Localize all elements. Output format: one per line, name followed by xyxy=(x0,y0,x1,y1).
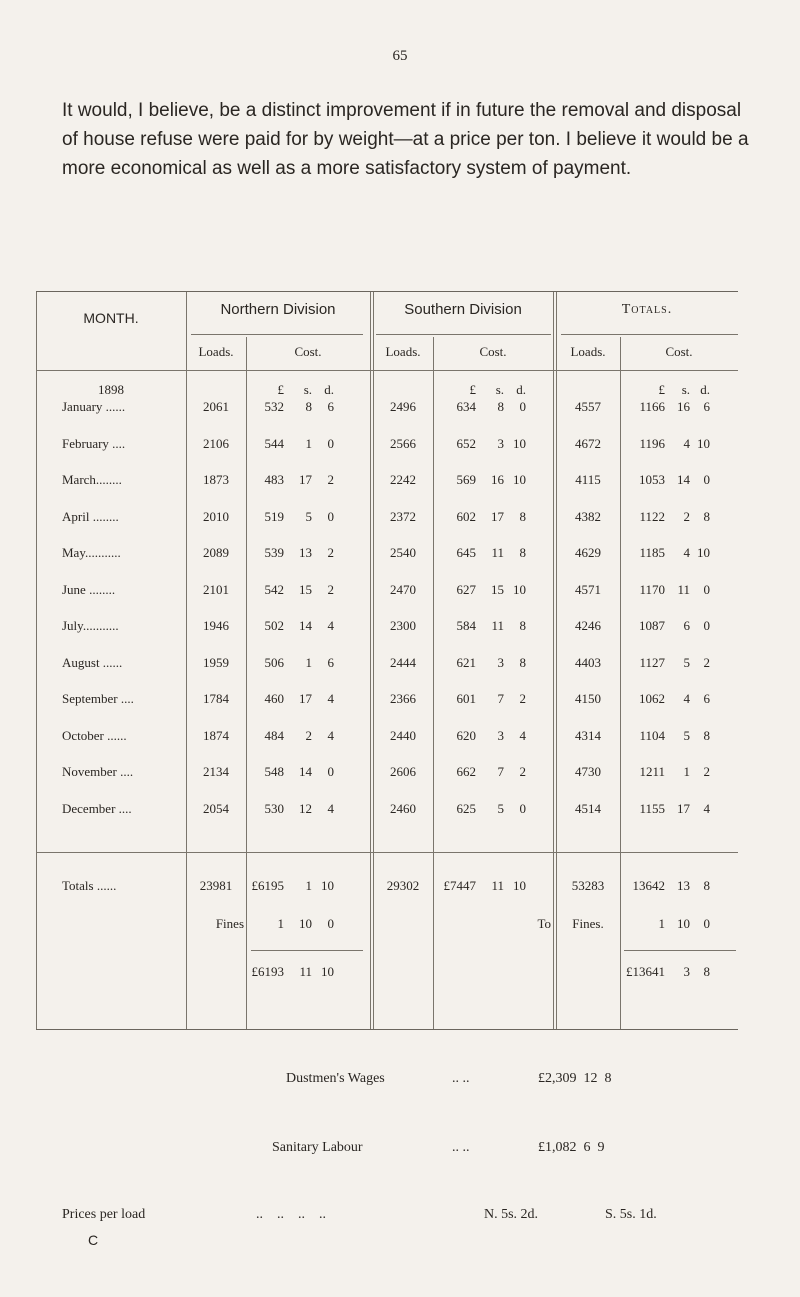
totals-loads: 4115 xyxy=(575,472,601,487)
southern-cost: 652 xyxy=(456,435,476,451)
northern-cost: 4 xyxy=(327,727,334,743)
totals-net: 8 xyxy=(703,964,710,979)
wages-value: £2,309 12 8 xyxy=(538,1071,612,1086)
southern-loads-total: 29302 xyxy=(386,878,420,893)
southern-cost: 7 xyxy=(497,691,504,706)
northern-cost: 2 xyxy=(305,727,312,743)
southern-cost: 8 xyxy=(519,618,526,633)
lsd-unit: s. xyxy=(303,382,312,397)
totals-cost: 8 xyxy=(703,727,710,743)
totals-cost: 0 xyxy=(703,618,710,633)
southern-cost: 645 xyxy=(456,545,476,560)
totals-cost: 1166 xyxy=(639,399,665,414)
northern-cost: 484 xyxy=(264,727,284,743)
northern-cost: 14 xyxy=(299,764,312,779)
year-label: 1898 xyxy=(98,382,124,397)
month-label: December .... xyxy=(62,800,132,816)
southern-cost: 601 xyxy=(456,691,476,706)
northern-cost: 12 xyxy=(299,800,312,816)
sanitary-dots: .. .. xyxy=(452,1140,470,1155)
totals-cost: 4 xyxy=(683,435,690,451)
totals-loads-header: Loads. xyxy=(570,344,606,359)
southern-cost-total: 10 xyxy=(513,878,526,893)
totals-cost: 4 xyxy=(683,545,690,560)
northern-cost: 530 xyxy=(264,800,284,816)
signature-mark: C xyxy=(88,1232,99,1248)
prices-dots: .. .. .. .. xyxy=(256,1207,326,1222)
totals-cost: 16 xyxy=(677,399,690,414)
southern-cost: 8 xyxy=(497,399,504,414)
southern-loads: 2460 xyxy=(390,800,416,816)
month-label: January ...... xyxy=(62,399,126,414)
southern-cost: 8 xyxy=(519,654,526,670)
northern-fines-label: Fines xyxy=(215,916,244,931)
totals-cost: 2 xyxy=(703,654,710,670)
southern-cost: 10 xyxy=(513,435,526,451)
totals-loads-total: 53283 xyxy=(571,878,605,893)
southern-fines-label: To xyxy=(537,916,551,931)
northern-cost: 2 xyxy=(327,545,334,560)
southern-loads-header: Loads. xyxy=(385,344,421,359)
northern-cost-header: Cost. xyxy=(294,344,322,359)
northern-cost: 542 xyxy=(264,581,284,597)
totals-cost-total: 13642 xyxy=(632,878,665,893)
totals-loads: 4246 xyxy=(575,618,601,633)
page-number: 65 xyxy=(392,48,408,64)
month-label: August ...... xyxy=(62,654,123,670)
totals-label: Totals ...... xyxy=(62,878,117,893)
lsd-unit: £ xyxy=(469,382,476,397)
northern-loads: 1959 xyxy=(203,654,229,670)
month-label: February .... xyxy=(62,435,126,451)
intro-paragraph: It would, I believe, be a distinct improvement if in future the removal and disposal of house refuse were paid for by weight—at a price per ton. I believe it would be a more economical as well as a more satisfactory system of payment. xyxy=(62,100,749,179)
southern-loads: 2566 xyxy=(390,435,416,451)
northern-cost: 1 xyxy=(305,435,312,451)
northern-cost: 14 xyxy=(299,618,312,633)
southern-cost: 620 xyxy=(456,727,476,743)
totals-cost: 1062 xyxy=(639,691,665,706)
southern-cost: 5 xyxy=(497,800,504,816)
totals-cost: 0 xyxy=(703,472,710,487)
totals-cost: 8 xyxy=(703,508,710,524)
month-label: November .... xyxy=(62,764,134,779)
totals-cost: 1185 xyxy=(639,545,665,560)
totals-cost: 5 xyxy=(683,654,690,670)
month-label: September .... xyxy=(62,691,134,706)
totals-loads: 4571 xyxy=(575,581,601,597)
totals-loads: 4150 xyxy=(575,691,601,706)
southern-cost: 10 xyxy=(513,472,526,487)
southern-cost: 4 xyxy=(519,727,526,743)
southern-loads: 2366 xyxy=(390,691,416,706)
northern-cost: 548 xyxy=(264,764,284,779)
totals-cost-header: Cost. xyxy=(665,344,693,359)
lsd-unit: s. xyxy=(495,382,504,397)
southern-loads: 2496 xyxy=(390,399,416,414)
southern-cost: 662 xyxy=(456,764,476,779)
northern-fines: 1 xyxy=(277,916,284,931)
northern-cost: 8 xyxy=(305,399,312,414)
northern-cost: 4 xyxy=(327,691,334,706)
southern-cost: 11 xyxy=(491,545,504,560)
totals-cost: 1087 xyxy=(639,618,665,633)
northern-fines: 10 xyxy=(299,916,312,931)
southern-cost: 8 xyxy=(519,508,526,524)
lsd-unit: s. xyxy=(681,382,690,397)
totals-cost: 17 xyxy=(677,800,690,816)
totals-cost: 1104 xyxy=(639,727,665,743)
totals-cost: 5 xyxy=(683,727,690,743)
northern-cost: 502 xyxy=(264,618,284,633)
totals-cost: 6 xyxy=(703,691,710,706)
southern-cost: 11 xyxy=(491,618,504,633)
lsd-unit: £ xyxy=(277,382,284,397)
totals-cost: 4 xyxy=(703,800,710,816)
northern-loads: 2089 xyxy=(203,545,229,560)
southern-cost: 16 xyxy=(491,472,504,487)
southern-cost: 0 xyxy=(519,800,526,816)
northern-cost-total: £6195 xyxy=(251,878,284,893)
totals-cost-total: 13 xyxy=(677,878,690,893)
totals-fines: 1 xyxy=(658,916,665,931)
southern-cost: 15 xyxy=(491,581,504,597)
northern-cost: 4 xyxy=(327,618,334,633)
northern-net: 11 xyxy=(299,964,312,979)
totals-loads: 4629 xyxy=(575,545,601,560)
northern-loads: 2106 xyxy=(203,435,229,451)
southern-cost: 569 xyxy=(456,472,476,487)
refuse-table xyxy=(36,291,738,1030)
totals-net: 3 xyxy=(683,964,690,979)
northern-header: Northern Division xyxy=(220,301,336,318)
northern-net: £6193 xyxy=(251,964,284,979)
northern-cost: 17 xyxy=(299,472,312,487)
southern-loads: 2242 xyxy=(390,472,416,487)
southern-cost: 627 xyxy=(456,581,476,597)
sanitary-value: £1,082 6 9 xyxy=(538,1140,605,1155)
totals-fines-label: Fines. xyxy=(572,916,604,931)
northern-loads: 2101 xyxy=(203,581,229,597)
northern-cost: 6 xyxy=(327,654,334,670)
lsd-unit: d. xyxy=(516,382,526,397)
totals-cost: 1196 xyxy=(639,435,665,451)
northern-cost: 6 xyxy=(327,399,334,414)
month-label: April ........ xyxy=(62,508,119,524)
northern-cost: 15 xyxy=(299,581,312,597)
northern-loads: 1874 xyxy=(203,727,229,743)
totals-cost: 11 xyxy=(677,581,690,597)
northern-cost-total: 10 xyxy=(321,878,334,893)
southern-cost: 621 xyxy=(456,654,476,670)
northern-net: 10 xyxy=(321,964,334,979)
totals-cost: 14 xyxy=(677,472,690,487)
southern-loads: 2372 xyxy=(390,508,416,524)
northern-cost-total: 1 xyxy=(305,878,312,893)
totals-cost: 1155 xyxy=(639,800,665,816)
totals-net: £13641 xyxy=(626,964,665,979)
totals-cost: 4 xyxy=(683,691,690,706)
northern-cost: 0 xyxy=(327,435,334,451)
northern-cost: 17 xyxy=(299,691,312,706)
northern-cost: 13 xyxy=(299,545,312,560)
northern-cost: 2 xyxy=(327,472,334,487)
southern-cost: 3 xyxy=(497,435,504,451)
southern-cost: 634 xyxy=(456,399,476,414)
totals-cost: 1053 xyxy=(639,472,665,487)
northern-loads: 1873 xyxy=(203,472,229,487)
lsd-unit: d. xyxy=(700,382,710,397)
southern-cost: 3 xyxy=(497,727,504,743)
totals-loads: 4403 xyxy=(575,654,601,670)
southern-loads: 2440 xyxy=(390,727,416,743)
southern-cost-total: £7447 xyxy=(443,878,476,893)
totals-cost: 10 xyxy=(697,435,710,451)
month-label: June ........ xyxy=(62,581,116,597)
northern-cost: 460 xyxy=(264,691,284,706)
southern-cost: 2 xyxy=(519,691,526,706)
southern-cost: 17 xyxy=(491,508,504,524)
totals-cost-total: 8 xyxy=(703,878,710,893)
northern-cost: 0 xyxy=(327,764,334,779)
totals-loads: 4672 xyxy=(575,435,601,451)
northern-loads: 2061 xyxy=(203,399,229,414)
northern-cost: 2 xyxy=(327,581,334,597)
totals-loads: 4557 xyxy=(575,399,601,414)
lsd-unit: d. xyxy=(324,382,334,397)
southern-cost: 584 xyxy=(456,618,476,633)
totals-loads: 4382 xyxy=(575,508,601,524)
totals-cost: 1170 xyxy=(639,581,665,597)
southern-loads: 2300 xyxy=(390,618,416,633)
totals-header: Totals. xyxy=(621,302,673,317)
totals-cost: 0 xyxy=(703,581,710,597)
northern-cost: 1 xyxy=(305,654,312,670)
totals-cost: 1122 xyxy=(639,508,665,524)
sanitary-label: Sanitary Labour xyxy=(272,1140,363,1155)
month-label: March........ xyxy=(62,472,122,487)
northern-fines: 0 xyxy=(327,916,334,931)
northern-cost: 4 xyxy=(327,800,334,816)
southern-loads: 2444 xyxy=(390,654,416,670)
northern-loads: 1784 xyxy=(203,691,229,706)
northern-cost: 5 xyxy=(305,508,312,524)
prices-label: Prices per load xyxy=(62,1207,146,1222)
totals-loads: 4314 xyxy=(575,727,601,743)
month-header: MONTH. xyxy=(83,310,139,326)
totals-cost: 6 xyxy=(683,618,690,633)
southern-cost: 3 xyxy=(497,654,504,670)
wages-label: Dustmen's Wages xyxy=(286,1071,385,1086)
totals-loads: 4514 xyxy=(575,800,601,816)
northern-cost: 506 xyxy=(264,654,284,670)
northern-cost: 519 xyxy=(264,508,284,524)
totals-cost: 1211 xyxy=(639,764,665,779)
totals-fines: 0 xyxy=(703,916,710,931)
month-label: October ...... xyxy=(62,727,127,743)
southern-loads: 2470 xyxy=(390,581,416,597)
northern-loads: 2054 xyxy=(203,800,229,816)
totals-loads: 4730 xyxy=(575,764,601,779)
southern-cost-header: Cost. xyxy=(479,344,507,359)
southern-cost: 10 xyxy=(513,581,526,597)
wages-dots: .. .. xyxy=(452,1071,470,1086)
month-label: May........... xyxy=(62,545,121,560)
northern-loads: 2134 xyxy=(203,764,229,779)
northern-cost: 544 xyxy=(264,435,284,451)
lsd-unit: £ xyxy=(658,382,665,397)
northern-loads: 2010 xyxy=(203,508,229,524)
totals-cost: 6 xyxy=(703,399,710,414)
southern-cost: 625 xyxy=(456,800,476,816)
totals-cost: 10 xyxy=(697,545,710,560)
southern-cost: 8 xyxy=(519,545,526,560)
totals-cost: 1 xyxy=(683,764,690,779)
prices-north: N. 5s. 2d. xyxy=(484,1207,539,1222)
southern-cost: 2 xyxy=(519,764,526,779)
southern-header: Southern Division xyxy=(404,301,522,318)
totals-cost: 1127 xyxy=(639,654,665,670)
northern-cost: 483 xyxy=(264,472,284,487)
northern-cost: 539 xyxy=(264,545,284,560)
southern-loads: 2540 xyxy=(390,545,416,560)
totals-cost: 2 xyxy=(703,764,710,779)
prices-south: S. 5s. 1d. xyxy=(605,1207,657,1222)
southern-cost: 0 xyxy=(519,399,526,414)
totals-fines: 10 xyxy=(677,916,690,931)
southern-loads: 2606 xyxy=(390,764,416,779)
northern-cost: 0 xyxy=(327,508,334,524)
northern-cost: 532 xyxy=(264,399,284,414)
month-label: July........... xyxy=(62,618,119,633)
northern-loads: 1946 xyxy=(203,618,229,633)
southern-cost: 7 xyxy=(497,764,504,779)
totals-cost: 2 xyxy=(683,508,690,524)
northern-loads-total: 23981 xyxy=(199,878,233,893)
northern-loads-header: Loads. xyxy=(198,344,234,359)
southern-cost: 602 xyxy=(456,508,476,524)
southern-cost-total: 11 xyxy=(491,878,504,893)
